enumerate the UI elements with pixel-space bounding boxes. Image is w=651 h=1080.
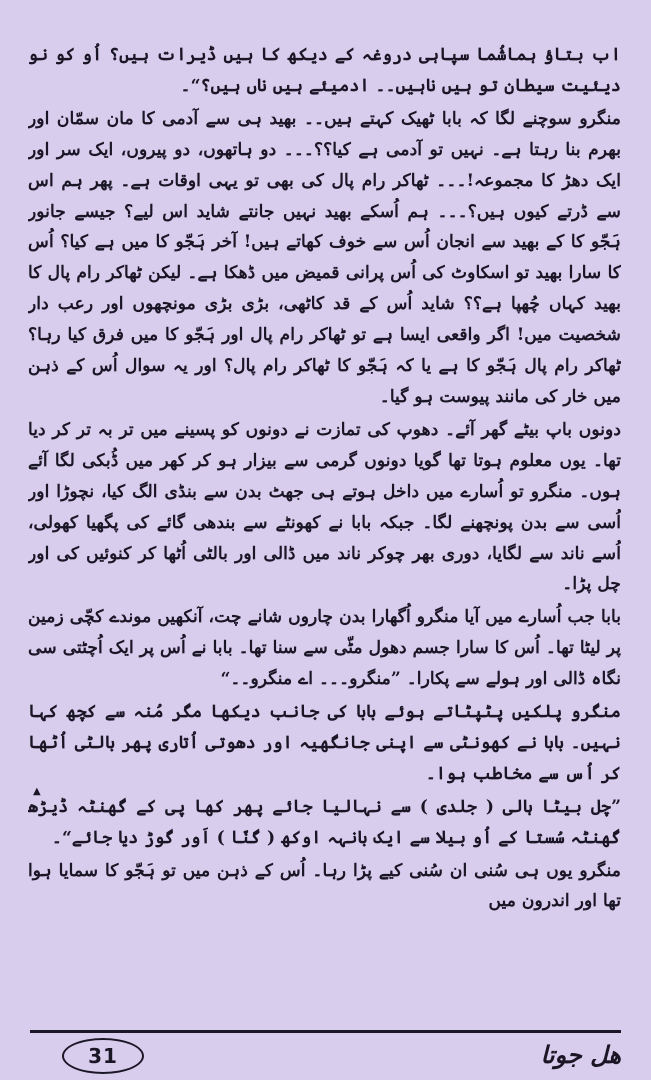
paragraph-2: منگرو سوچنے لگا کہ بابا ٹھیک کہتے ہیں۔۔ بھید ہی سے آدمی کا مان سمّان اور بھرم بنا رہتا ہے۔ نہیں تو آدمی ہے کیا؟؟۔۔۔ دو ہاتھوں، دو پیروں، ایک سر اور ایک دھڑ کا مجموعہ!۔۔۔ ٹھاکر رام پال کی بھی تو یہی اوقات ہے۔ پھر ہم اس سے ڈرتے کیوں ہیں؟۔۔۔ ہم اُسکے بھید نہیں جانتے شاید اس لیے؟ جیسے جانور ہَجّو کا کے بھید سے انجان اُس سے خوف کھاتے ہیں! آخر ہَجّو کا میں ہے کیا؟ اُس کا سارا بھید تو اسکاوٹ کی اُس پرانی قمیض میں ڈھکا ہے۔ لیکن ٹھاکر رام پال کا بھید کہاں چُھپا ہے؟؟ شاید اُس کے قد کاٹھی، بڑی بڑی مونچھوں اور رعب دار شخصیت میں! اگر واقعی ایسا ہے تو ٹھاکر رام پال اور ہَجّو کا میں فرق کیا رہا؟ ٹھاکر رام پال ہَجّو کا ہے یا کہ ہَجّو کا ٹھاکر رام پال؟ اور یہ سوال اُس کے ذہن میں خار کی مانند پیوست ہو گیا۔ (28, 108, 621, 407)
page-number: 31 (62, 1038, 144, 1074)
paragraph-1: اب بتاؤ ہماشُما سپاہی دروغہ کے دیکھ کا ہیں ڈیرات ہیں؟ اُو کو نو دیئیت سیطان تو ہیں ناہیں۔۔ ادمیئے ہیں ناں ہیں؟“۔ (28, 45, 621, 96)
paragraph-4: بابا جب اُسارے میں آیا منگرو اُگھارا بدن چاروں شانے چت، آنکھیں موندے کچّی زمین پر لیٹا تھا۔ اُس کا سارا جسم دھول مٹّی سے سنا تھا۔ بابا نے اُس پر ایک اُچٹتی سی نگاہ ڈالی اور ہولے سے پکارا۔ ”منگرو۔۔۔ اے منگرو۔۔“ (28, 607, 621, 690)
paragraph-6: ”چل بیٹا ہالی ( جلدی ) سے نہالیا جائے پھر کھا پی کے گھنٹہ ڈیڑھ گھنٹہ سُستا کے اُو بیلا سے ایک بانہہ اوکھ ( گنّا ) اَور گوڑ دیا جائے“۔ (28, 796, 621, 848)
body-text (28, 40, 621, 1005)
paragraph-5: منگرو پلکیں پٹپٹاتے ہوئے بابا کی جانب دیکھا مگر مُنہ سے کچھ کہا نہیں۔ بابا نے کھونٹی سے اپنی جانگھیہ اور دھوتی اُتاری پھر بالٹی اُٹھا کر اُس سے مخاطب ہوا۔ (28, 702, 621, 784)
paragraph-7: منگرو یوں ہی سُنی ان سُنی کیے پڑا رہا۔ اُس کے ذہن میں تو ہَجّو کا سمایا ہوا تھا اور اندرون میں (28, 860, 621, 912)
running-title: ھل جوتا (540, 1041, 621, 1069)
footer-rule (30, 1030, 621, 1033)
stray-ink-mark: ▲ (33, 786, 41, 797)
paragraph-3: دونوں باپ بیٹے گھر آئے۔ دھوپ کی تمازت نے دونوں کو پسینے میں تر بہ تر کر دیا تھا۔ یوں معلوم ہوتا تھا گویا دونوں گرمی سے بیزار ہو کر کھر میں ڈُبکی لگا آئے ہوں۔ منگرو تو اُسارے میں داخل ہوتے ہی جھٹ بدن سے بنڈی الگ کیا، نچوڑا اور اُسی سے بدن پونچھنے لگا۔ جبکہ بابا نے کھونٹے سے بندھی گائے کی پگھیا کھولی، اُسے ناند سے لگایا، دوری بھر چوکر ناند میں ڈالی اور بالٹی اُٹھا کر کنوئیں کی اور چل پڑا۔ (28, 419, 621, 595)
